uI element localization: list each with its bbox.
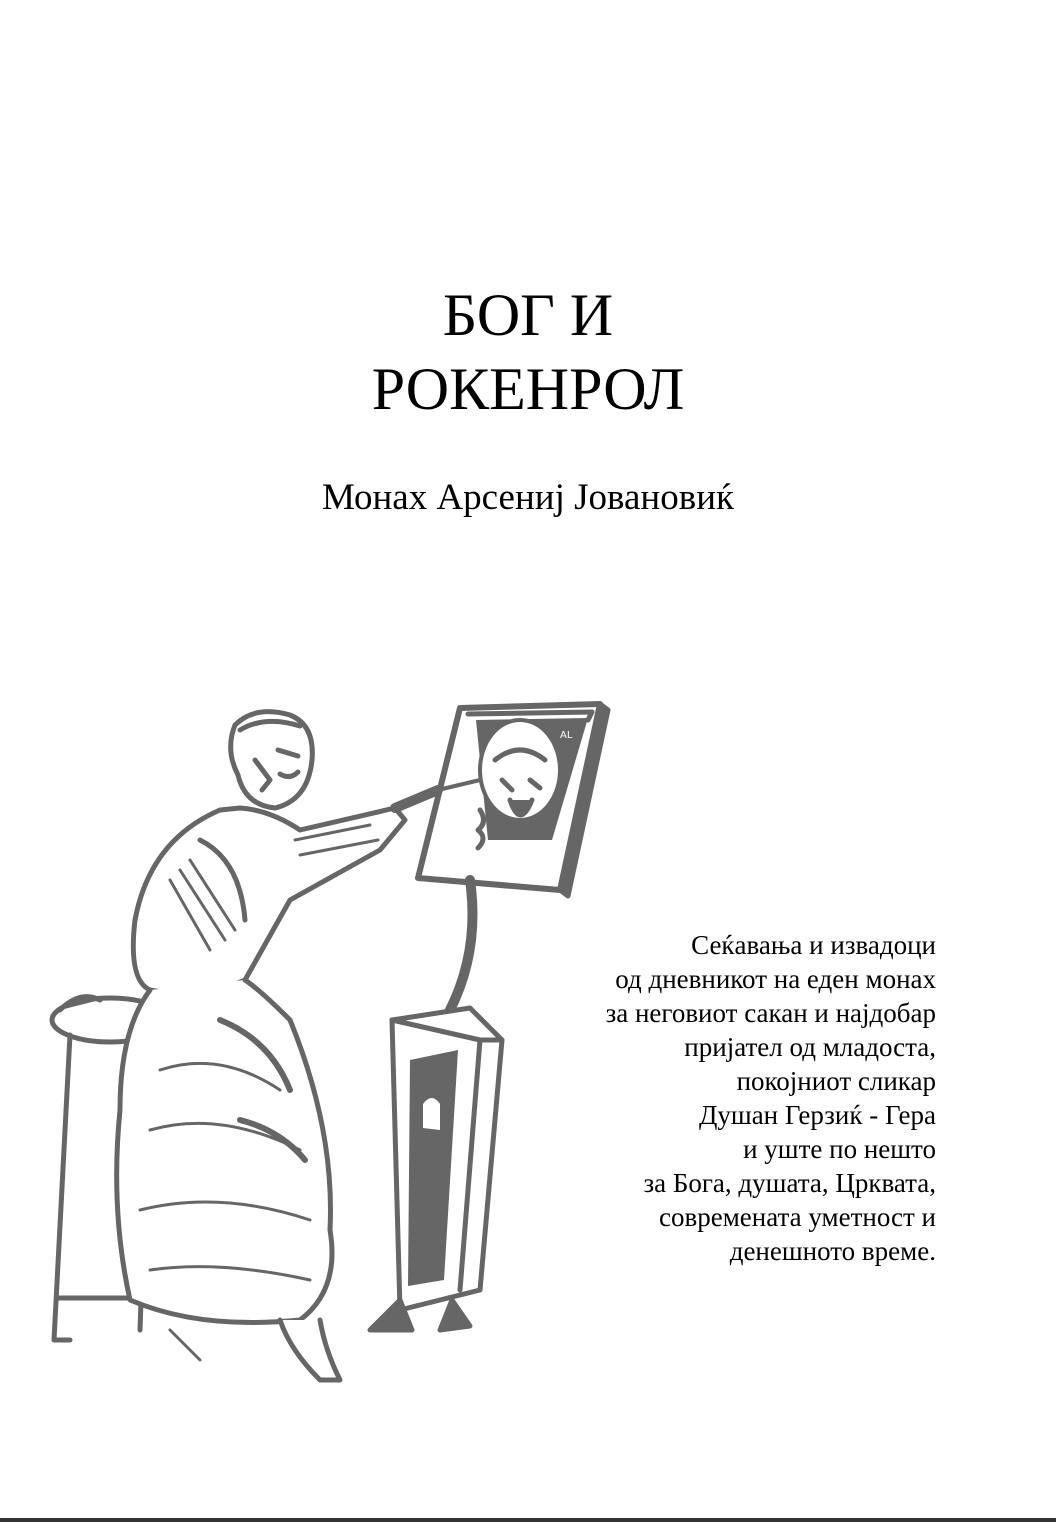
- book-title-line-1: БОГ И: [442, 282, 614, 348]
- author-name: Монах Арсениј Јовановиќ: [322, 477, 734, 518]
- subtitle-line: денешното време.: [729, 1236, 936, 1266]
- book-subtitle: [516, 928, 936, 1268]
- icon-board: [418, 704, 608, 896]
- icon-inscription: AL: [560, 730, 573, 741]
- subtitle-line: Сеќавања и извадоци: [691, 930, 936, 960]
- subtitle-line: од дневникот на еден монах: [615, 964, 936, 994]
- subtitle-line: Душан Герзиќ - Гера: [698, 1100, 936, 1130]
- subtitle-line: пријател од младоста,: [684, 1032, 936, 1062]
- subtitle-line: и уште по нешто: [743, 1134, 936, 1164]
- subtitle-line: за Бога, душата, Црквата,: [643, 1168, 936, 1198]
- book-title-line-2: РОКЕНРОЛ: [371, 356, 685, 422]
- page-bottom-edge: [0, 1518, 1056, 1522]
- lectern: [370, 1008, 502, 1330]
- subtitle-line: современата уметност и: [658, 1202, 936, 1232]
- subtitle-line: за неговиот сакан и најдобар: [605, 998, 936, 1028]
- subtitle-line: покојниот сликар: [736, 1066, 936, 1096]
